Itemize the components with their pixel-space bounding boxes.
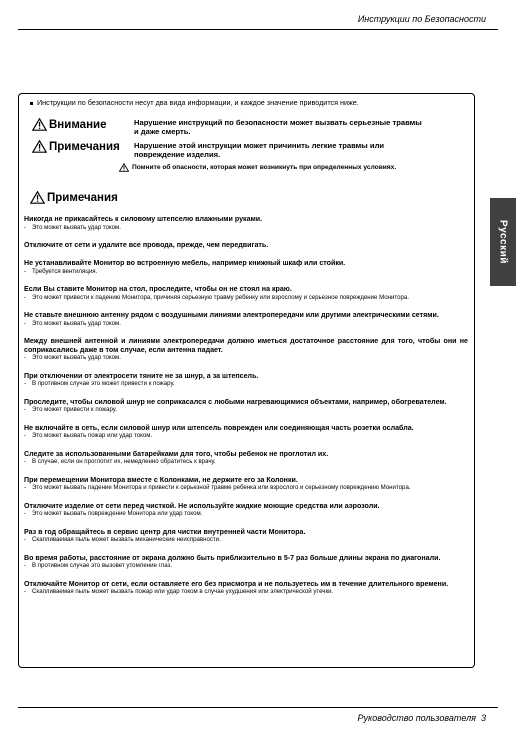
dash-marker: - xyxy=(24,380,27,388)
bullet-icon xyxy=(30,102,33,105)
warning-row-caution xyxy=(32,140,120,153)
item-subtext-text: Это может привести к падению Монитора, причиняя серьезную травму ребенку или взрослому и серьезное повреждение Монитора. xyxy=(32,293,410,301)
list-item xyxy=(24,580,468,596)
item-title: Не устанавливайте Монитор во встроенную мебель, например книжный шкаф или стойки. xyxy=(24,259,346,268)
warning-label-caution: Примечания xyxy=(49,140,120,153)
item-title: Отключите изделие от сети перед чисткой. Не используйте жидкие моющие средства или аэрозоли. xyxy=(24,501,380,510)
list-item xyxy=(24,450,468,466)
item-subtext-text: Это может вызвать повреждение Монитора или удар током. xyxy=(32,510,203,518)
safety-items-list xyxy=(24,215,468,606)
header-rule xyxy=(18,29,498,30)
page-header-title: Инструкции по Безопасности xyxy=(357,14,486,24)
dash-marker: - xyxy=(24,510,27,518)
language-tab-label: Русский xyxy=(497,220,509,264)
dash-marker: - xyxy=(24,484,27,492)
item-subtext xyxy=(24,432,468,440)
list-item xyxy=(24,259,468,275)
list-item xyxy=(24,241,468,250)
dash-marker: - xyxy=(24,536,27,544)
list-item xyxy=(24,372,468,388)
item-subtext-text: Это может вызвать пожар или удар током. xyxy=(32,432,153,440)
item-subtext xyxy=(24,536,468,544)
item-title: Отключайте Монитор от сети, если оставляете его без присмотра и не пользуетесь им в течение длительного времени. xyxy=(24,579,449,588)
dash-marker: - xyxy=(24,432,27,440)
item-title: Проследите, чтобы силовой шнур не соприкасался с любыми нагревающимися объектами, например, обогревателем. xyxy=(24,397,447,406)
item-title: Отключите от сети и удалите все провода, прежде, чем передвигать. xyxy=(24,240,269,249)
item-title: Раз в год обращайтесь в сервис центр для чистки внутренней части Монитора. xyxy=(24,527,306,536)
warning-text-danger: Нарушение инструкций по безопасности может вызвать серьезные травмы и даже смерть. xyxy=(134,118,422,136)
list-item xyxy=(24,311,468,327)
item-subtext-text: Это может привести к пожару. xyxy=(32,406,117,414)
section-heading xyxy=(30,191,118,204)
item-subtext-text: В случае, если он проглотит их, немедленно обратитесь к врачу. xyxy=(32,458,216,466)
item-subtext xyxy=(24,268,468,276)
item-subtext-text: В противном случае это может привести к пожару. xyxy=(32,380,175,388)
warning-triangle-icon xyxy=(32,118,47,131)
item-subtext xyxy=(24,406,468,414)
dash-marker: - xyxy=(24,223,27,231)
dash-marker: - xyxy=(24,588,27,596)
list-item xyxy=(24,215,468,231)
page-number: 3 xyxy=(480,713,486,723)
item-subtext xyxy=(24,320,468,328)
item-subtext-text: Скапливаемая пыль может вызвать пожар или удар током в случае ухудшения или электрической утечки. xyxy=(32,588,334,596)
dash-marker: - xyxy=(24,354,27,362)
list-item xyxy=(24,528,468,544)
item-subtext-text: Это может вызвать падение Монитора и привести к серьезной травме ребенка или взрослого и серьезному повреждению Монитора. xyxy=(32,484,411,492)
item-subtext xyxy=(24,588,468,596)
item-subtext-text: Это может вызвать удар током. xyxy=(32,319,121,327)
item-subtext xyxy=(24,484,468,492)
dash-marker: - xyxy=(24,458,27,466)
warning-label-danger: Внимание xyxy=(49,118,107,131)
intro-text: Инструкции по безопасности несут два вида информации, и каждое значение приводится ниже. xyxy=(37,98,359,107)
note-text: Помните об опасности, которая может возникнуть при определенных условиях. xyxy=(132,164,397,171)
list-item xyxy=(24,502,468,518)
item-subtext-text: Это может вызвать удар током. xyxy=(32,354,121,362)
warning-text-caution: Нарушение этой инструкции может причинить легкие травмы или повреждение изделия. xyxy=(134,141,385,159)
list-item xyxy=(24,398,468,414)
dash-marker: - xyxy=(24,319,27,327)
item-title: При перемещении Монитора вместе с Колонками, не держите его за Колонки. xyxy=(24,475,298,484)
dash-marker: - xyxy=(24,267,27,275)
warning-row-danger xyxy=(32,118,106,131)
list-item xyxy=(24,554,468,570)
item-title: Следите за использованными батарейками для того, чтобы ребенок не проглотил их. xyxy=(24,449,329,458)
language-tab xyxy=(490,198,516,286)
warning-triangle-icon xyxy=(119,163,129,172)
warning-triangle-icon xyxy=(32,140,47,153)
item-title: Во время работы, расстояние от экрана должно быть приблизительно в 5-7 раз больше длины экрана по диагонали. xyxy=(24,553,441,562)
dash-marker: - xyxy=(24,562,27,570)
item-subtext xyxy=(24,510,468,518)
item-title: Никогда не прикасайтесь к силовому штепселю влажными руками. xyxy=(24,215,263,223)
item-title: Не ставьте внешнюю антенну рядом с воздушными линиями электропередачи или другими электрическими сетями. xyxy=(24,311,439,320)
list-item xyxy=(24,476,468,492)
warning-triangle-icon xyxy=(30,191,45,204)
item-subtext-text: В противном случае это вызовет утомление глаз. xyxy=(32,562,173,570)
item-subtext xyxy=(24,294,468,302)
section-title: Примечания xyxy=(47,191,118,204)
item-title: При отключении от электросети тяните не за шнур, а за штепсель. xyxy=(24,371,259,380)
note-line xyxy=(119,163,396,172)
item-subtext xyxy=(24,224,468,232)
item-subtext xyxy=(24,354,468,362)
list-item xyxy=(24,424,468,440)
item-subtext-text: Скапливаемая пыль может вызвать механические неисправности. xyxy=(32,536,221,544)
intro-line xyxy=(30,98,359,107)
list-item xyxy=(24,285,468,301)
dash-marker: - xyxy=(24,293,27,301)
footer-rule xyxy=(18,707,498,708)
item-subtext xyxy=(24,380,468,388)
page-footer xyxy=(357,713,486,723)
footer-label: Руководство пользователя xyxy=(357,713,476,723)
dash-marker: - xyxy=(24,406,27,414)
item-title: Если Вы ставите Монитор на стол, проследите, чтобы он не стоял на краю. xyxy=(24,285,292,294)
item-subtext xyxy=(24,562,468,570)
list-item xyxy=(24,337,468,362)
item-subtext xyxy=(24,458,468,466)
item-subtext-text: Это может вызвать удар током. xyxy=(32,223,121,231)
item-title: Не включайте в сеть, если силовой шнур или штепсель поврежден или соединяющая часть розетки ослабла. xyxy=(24,423,414,432)
item-title: Между внешней антенной и линиями электропередачи должно иметься достаточное расстояние для того, чтобы они не соприкасались даже в том случае, если антенна падает. xyxy=(24,337,468,354)
item-subtext-text: Требуется вентиляция. xyxy=(32,267,98,275)
